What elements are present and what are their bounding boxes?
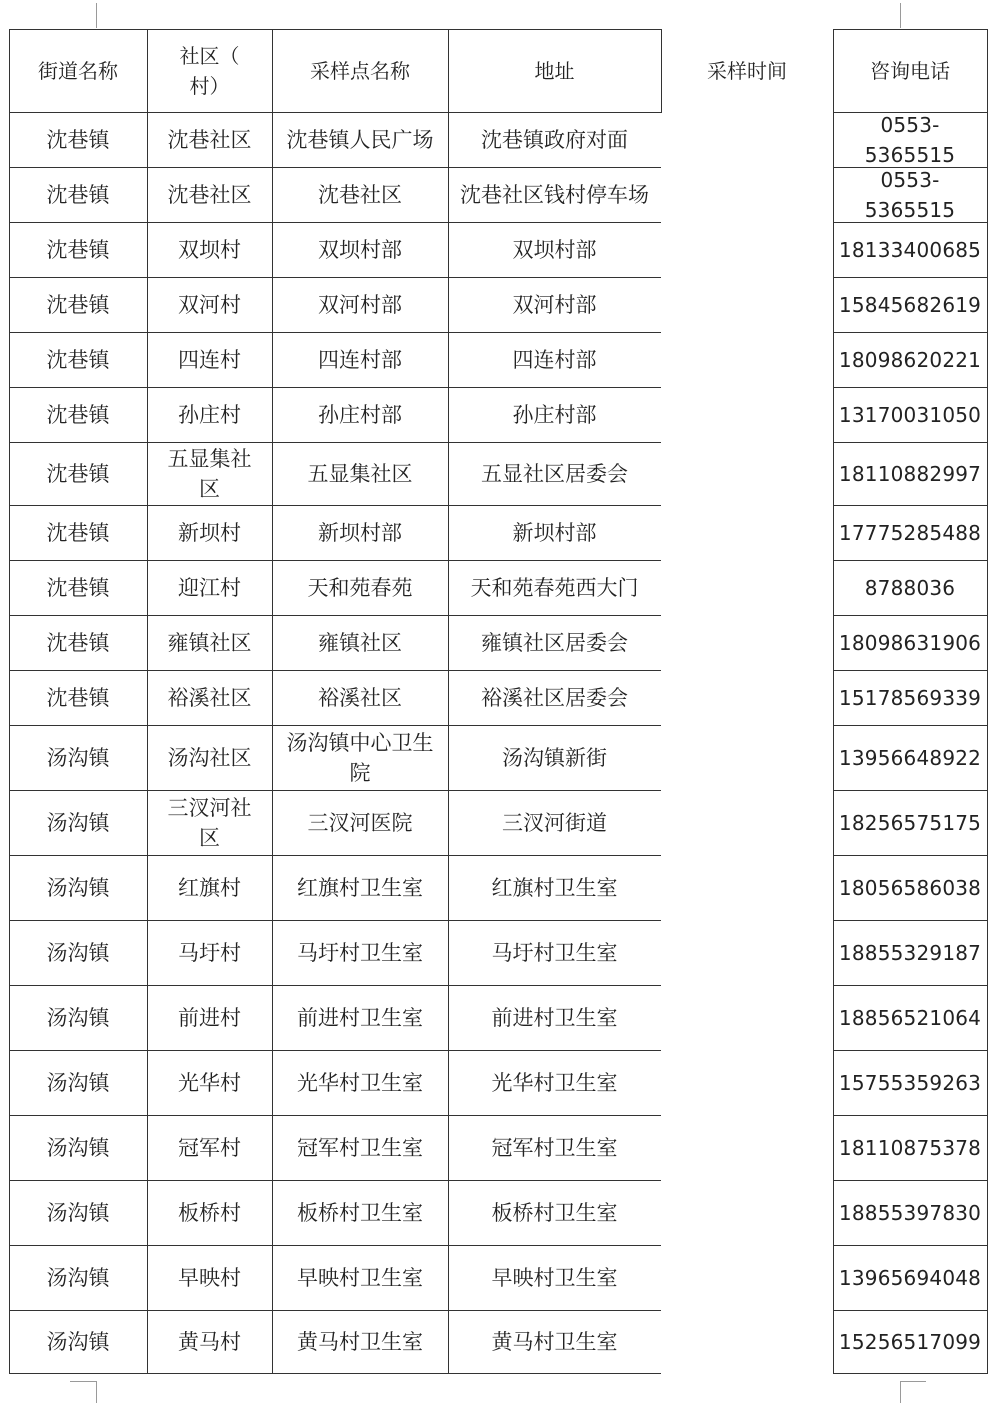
cell-phone-text: 18856521064 [838,1005,982,1030]
row-rule [833,1115,988,1116]
cell-community [147,615,272,670]
cell-street [9,1245,147,1310]
row-rule [9,1245,661,1246]
cell-community-text: 四连村 [178,347,241,372]
row-rule [9,1050,661,1051]
cell-phone [833,505,987,560]
cell-site [272,442,448,505]
cell-community-text: 裕溪社区 [167,685,252,710]
cell-street [9,1180,147,1245]
cell-site-text: 新坝村部 [318,520,402,545]
cell-street [9,855,147,920]
cell-site [272,387,448,442]
cell-address [448,725,661,790]
row-rule [833,790,988,791]
cell-community-text: 雍镇社区 [167,630,252,655]
cell-street-text: 汤沟镇 [46,875,110,900]
cell-address-text: 三汊河街道 [502,810,607,835]
cell-community-text: 黄马村 [178,1329,241,1354]
cell-address [448,332,661,387]
cell-phone-text: 18098631906 [838,630,982,655]
cell-site [272,167,448,222]
table-rule [833,29,987,30]
cell-address [448,222,661,277]
cell-address [448,615,661,670]
cell-phone-text: 18133400685 [838,237,982,262]
cell-address-text: 双坝村部 [512,237,597,262]
cell-community-text: 早映村 [178,1265,241,1290]
cell-phone-text: 18110882997 [838,461,982,486]
cell-community [147,112,272,167]
row-rule [9,387,661,388]
cell-community-text: 沈巷社区 [167,127,252,152]
cell-phone [833,442,987,505]
cell-community [147,920,272,985]
cell-street [9,615,147,670]
cell-address [448,1310,661,1373]
cell-address-text: 沈巷社区钱村停车场 [460,182,649,207]
cell-community-text: 双河村 [178,292,241,317]
cell-street-text: 汤沟镇 [46,940,110,965]
cell-site [272,725,448,790]
cell-community [147,855,272,920]
cell-phone-text: 0553-5365515 [864,167,956,222]
cell-address-text: 黄马村卫生室 [491,1329,618,1354]
cell-site [272,1180,448,1245]
cell-street-text: 沈巷镇 [46,292,110,317]
header-time-text: 采样时间 [707,58,787,83]
cell-street [9,387,147,442]
cell-community-text: 光华村 [178,1070,241,1095]
cell-phone-text: 18855397830 [838,1200,982,1225]
cell-community [147,725,272,790]
cell-phone [833,1180,987,1245]
cell-address-text: 雍镇社区居委会 [481,630,628,655]
cell-street-text: 沈巷镇 [46,685,110,710]
cell-street-text: 沈巷镇 [46,575,110,600]
cell-site [272,790,448,855]
cell-street [9,1050,147,1115]
cell-street-text: 汤沟镇 [46,1265,110,1290]
header-site [272,29,448,112]
row-rule [9,1115,661,1116]
cell-phone-text: 0553-5365515 [864,112,956,167]
row-rule [833,1373,988,1374]
header-phone [833,29,987,112]
cell-site-text: 三汊河医院 [307,810,413,835]
cell-street [9,670,147,725]
cell-phone [833,1310,987,1373]
header-time [661,29,833,112]
column-rule [448,29,449,1374]
cell-address-text: 冠军村卫生室 [491,1135,618,1160]
cell-phone [833,167,987,222]
cell-community [147,277,272,332]
cell-community-text: 前进村 [178,1005,241,1030]
cell-address-text: 新坝村部 [512,520,597,545]
cell-address [448,985,661,1050]
cell-community [147,1245,272,1310]
cell-address [448,670,661,725]
cell-phone-text: 18855329187 [838,940,982,965]
row-rule [9,1373,661,1374]
cell-site [272,560,448,615]
cell-street [9,725,147,790]
cell-address-text: 四连村部 [512,347,597,372]
cell-street-text: 汤沟镇 [46,1135,110,1160]
cell-community-text: 新坝村 [178,520,241,545]
column-rule [272,29,273,1374]
cell-street [9,277,147,332]
cell-address [448,560,661,615]
cell-phone [833,670,987,725]
cell-community [147,387,272,442]
cell-community-text: 沈巷社区 [167,182,252,207]
column-rule [147,29,148,1374]
row-rule [9,790,661,791]
row-rule [833,112,988,113]
cell-phone-text: 13170031050 [838,402,982,427]
cell-phone [833,1115,987,1180]
row-rule [9,1310,661,1311]
cell-street [9,1310,147,1373]
cell-site-text: 雍镇社区 [318,630,402,655]
cell-community-text: 马圩村 [178,940,241,965]
row-rule [9,920,661,921]
header-community-text: 社区（ 村） [179,43,240,98]
cell-site-text: 沈巷社区 [318,182,402,207]
row-rule [9,615,661,616]
cell-phone [833,332,987,387]
row-rule [833,277,988,278]
cell-site-text: 黄马村卫生室 [297,1329,423,1354]
cell-community-text: 板桥村 [178,1200,241,1225]
cell-site-text: 冠军村卫生室 [297,1135,423,1160]
cell-site [272,985,448,1050]
column-rule [661,29,662,113]
cell-site-text: 马圩村卫生室 [297,940,423,965]
cell-community [147,985,272,1050]
cell-community [147,1050,272,1115]
cell-phone-text: 15178569339 [838,685,982,710]
cell-site [272,505,448,560]
cell-site-text: 前进村卫生室 [297,1005,423,1030]
cell-street [9,1115,147,1180]
cell-site-text: 四连村部 [318,347,402,372]
cell-phone [833,387,987,442]
cell-street [9,920,147,985]
cell-street [9,505,147,560]
cell-site-text: 汤沟镇中心卫生 院 [286,730,434,785]
header-site-text: 采样点名称 [310,58,410,83]
cell-site-text: 光华村卫生室 [297,1070,423,1095]
cell-phone-text: 17775285488 [838,520,982,545]
column-rule [987,29,988,1374]
cell-street-text: 汤沟镇 [46,745,110,770]
row-rule [833,222,988,223]
cell-community [147,222,272,277]
cell-street [9,112,147,167]
row-rule [9,167,661,168]
cell-street-text: 沈巷镇 [46,237,110,262]
row-rule [833,855,988,856]
cell-address [448,505,661,560]
row-rule [833,1310,988,1311]
column-rule [833,29,834,1374]
cell-site [272,112,448,167]
cell-address-text: 裕溪社区居委会 [481,685,628,710]
cell-street [9,790,147,855]
cell-phone [833,1050,987,1115]
cell-site [272,277,448,332]
cell-site [272,670,448,725]
cell-address-text: 红旗村卫生室 [491,875,618,900]
cell-address [448,442,661,505]
cell-community-text: 冠军村 [178,1135,241,1160]
cell-street-text: 沈巷镇 [46,182,110,207]
cell-site [272,615,448,670]
row-rule [9,222,661,223]
cell-address [448,855,661,920]
row-rule [9,725,661,726]
cell-community-text: 双坝村 [178,237,241,262]
cell-site [272,1115,448,1180]
header-phone-text: 咨询电话 [870,58,950,83]
cell-site-text: 裕溪社区 [318,685,402,710]
table-rule [9,29,661,30]
cell-street-text: 汤沟镇 [46,1200,110,1225]
cell-street-text: 汤沟镇 [46,810,110,835]
row-rule [9,985,661,986]
row-rule [833,920,988,921]
cell-address [448,167,661,222]
header-address-text: 地址 [534,58,575,83]
row-rule [833,560,988,561]
row-rule [9,1180,661,1181]
cell-address [448,1050,661,1115]
cell-site [272,855,448,920]
cell-site-text: 沈巷镇人民广场 [286,127,434,152]
row-rule [833,1050,988,1051]
cell-address-text: 汤沟镇新街 [502,745,607,770]
cell-site [272,920,448,985]
cell-street-text: 汤沟镇 [46,1070,110,1095]
row-rule [833,332,988,333]
cell-site-text: 五显集社区 [307,461,413,486]
cell-street-text: 汤沟镇 [46,1329,110,1354]
row-rule [833,725,988,726]
cell-community [147,560,272,615]
cell-address [448,277,661,332]
cell-street [9,560,147,615]
cell-street-text: 沈巷镇 [46,402,110,427]
row-rule [833,387,988,388]
cell-site-text: 板桥村卫生室 [297,1200,423,1225]
row-rule [833,442,988,443]
cell-phone-text: 15845682619 [838,292,982,317]
cell-phone-text: 15755359263 [838,1070,982,1095]
cell-phone [833,222,987,277]
cell-phone [833,277,987,332]
cell-address-text: 前进村卫生室 [491,1005,618,1030]
cell-address [448,112,661,167]
cell-phone-text: 18098620221 [838,347,982,372]
cell-address [448,790,661,855]
cell-phone-text: 13965694048 [838,1265,982,1290]
cell-street [9,222,147,277]
cell-site-text: 双河村部 [318,292,402,317]
cell-phone-text: 8788036 [864,575,956,600]
cell-phone [833,790,987,855]
cell-community [147,1115,272,1180]
row-rule [9,442,661,443]
cell-street-text: 沈巷镇 [46,520,110,545]
cell-site-text: 孙庄村部 [318,402,402,427]
cell-phone [833,1245,987,1310]
cell-phone [833,615,987,670]
cell-address-text: 马圩村卫生室 [491,940,618,965]
row-rule [9,560,661,561]
cell-phone [833,725,987,790]
row-rule [833,167,988,168]
row-rule [9,112,661,113]
cell-phone-text: 18056586038 [838,875,982,900]
cell-site [272,1310,448,1373]
row-rule [833,1180,988,1181]
cell-site-text: 天和苑春苑 [307,575,413,600]
cell-phone [833,985,987,1050]
header-community [147,29,272,112]
cell-phone [833,920,987,985]
cell-address [448,1180,661,1245]
cell-community [147,505,272,560]
row-rule [833,615,988,616]
cell-community-text: 迎江村 [178,575,241,600]
cell-street-text: 沈巷镇 [46,630,110,655]
cell-address-text: 板桥村卫生室 [491,1200,618,1225]
cell-phone-text: 13956648922 [838,745,982,770]
header-street [9,29,147,112]
cell-street [9,442,147,505]
cell-community [147,332,272,387]
cell-community [147,167,272,222]
cell-site [272,1050,448,1115]
cell-phone [833,560,987,615]
cell-address-text: 光华村卫生室 [491,1070,618,1095]
cell-phone [833,112,987,167]
cell-site-text: 早映村卫生室 [297,1265,423,1290]
cell-community [147,670,272,725]
row-rule [833,1245,988,1246]
header-address [448,29,661,112]
header-street-text: 街道名称 [38,58,118,83]
cell-site [272,222,448,277]
cell-community [147,1180,272,1245]
cell-address-text: 五显社区居委会 [481,461,628,486]
cell-address [448,387,661,442]
cell-address-text: 天和苑春苑西大门 [470,575,639,600]
cell-community [147,1310,272,1373]
cell-phone-text: 18110875378 [838,1135,982,1160]
cell-street-text: 汤沟镇 [46,1005,110,1030]
cell-community [147,442,272,505]
cell-community [147,790,272,855]
cell-site-text: 红旗村卫生室 [297,875,423,900]
cell-site-text: 双坝村部 [318,237,402,262]
cell-phone-text: 15256517099 [838,1329,982,1354]
cell-phone [833,855,987,920]
cell-community-text: 五显集社 区 [167,446,252,501]
row-rule [9,855,661,856]
cell-address-text: 双河村部 [512,292,597,317]
cell-community-text: 汤沟社区 [167,745,252,770]
cell-street-text: 沈巷镇 [46,127,110,152]
cell-street [9,985,147,1050]
cell-address-text: 沈巷镇政府对面 [481,127,628,152]
row-rule [833,985,988,986]
cell-address-text: 孙庄村部 [512,402,597,427]
row-rule [833,670,988,671]
cell-community-text: 三汊河社 区 [167,795,252,850]
cell-street-text: 沈巷镇 [46,461,110,486]
cell-street [9,167,147,222]
cell-street [9,332,147,387]
row-rule [833,505,988,506]
cell-address-text: 早映村卫生室 [491,1265,618,1290]
cell-community-text: 红旗村 [178,875,241,900]
cell-street-text: 沈巷镇 [46,347,110,372]
cell-phone-text: 18256575175 [838,810,982,835]
row-rule [9,277,661,278]
row-rule [9,332,661,333]
row-rule [9,670,661,671]
cell-address [448,1115,661,1180]
cell-site [272,1245,448,1310]
cell-address [448,1245,661,1310]
cell-site [272,332,448,387]
column-rule [9,29,10,1374]
row-rule [9,505,661,506]
cell-community-text: 孙庄村 [178,402,241,427]
cell-address [448,920,661,985]
